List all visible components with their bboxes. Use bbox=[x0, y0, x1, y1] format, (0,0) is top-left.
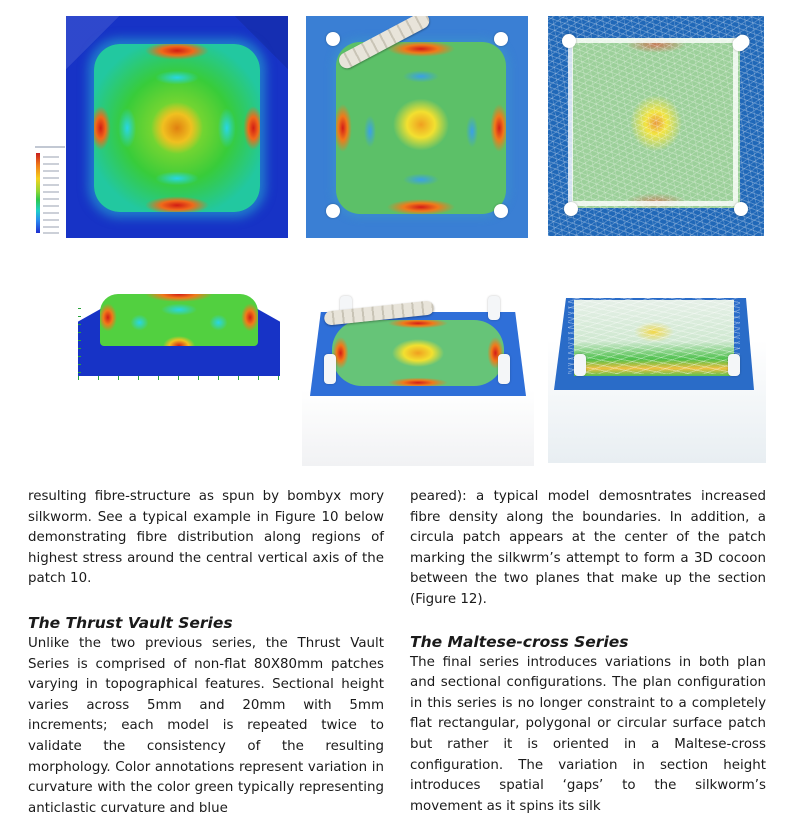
section-heading-thrust-vault: The Thrust Vault Series bbox=[28, 613, 233, 632]
body-paragraph: The final series introduces variations in both plan and sectional configurations. The plan configuration in this series is no longer constraint to a completely flat rectangular, polygonal or circular surface patch but rather it is oriented in a Maltese-cross configuration. The variation in section height introduces spatial ‘gaps’ to the silkworm’s movement as it spins its silk bbox=[410, 654, 766, 814]
silk-fibre-layer bbox=[568, 282, 740, 374]
corner-peg bbox=[564, 202, 578, 216]
legend-tick bbox=[43, 226, 59, 228]
legend-tick bbox=[43, 232, 59, 234]
legend-tick bbox=[43, 163, 59, 165]
legend-color-bar bbox=[36, 153, 40, 233]
color-scale-legend bbox=[33, 146, 63, 236]
painted-curvature-field bbox=[336, 42, 506, 214]
legend-tick bbox=[43, 219, 59, 221]
patch-top-photo-image bbox=[306, 16, 528, 238]
support-markers bbox=[78, 376, 280, 380]
corner-peg bbox=[734, 202, 748, 216]
corner-peg bbox=[326, 32, 340, 46]
legend-tick bbox=[43, 156, 59, 158]
patch-perspective-photo-image bbox=[302, 276, 534, 466]
support-post bbox=[574, 354, 586, 376]
painted-curvature-field bbox=[332, 320, 504, 386]
support-post bbox=[324, 354, 336, 384]
corner-peg bbox=[562, 34, 576, 48]
support-post bbox=[498, 354, 510, 384]
legend-tick bbox=[43, 191, 59, 193]
body-paragraph: Unlike the two previous series, the Thrust Vault Series is comprised of non-flat 80X80mm patches varying in topographical features. Sectional height varies across 5mm and 20mm with 5mm increments; each model is repeated twice to validate the consistency of the resulting morphology. Color annotations represent variation in curvature with the color green typically representing anticlastic curvature and blue bbox=[28, 635, 384, 816]
stress-field bbox=[100, 294, 258, 346]
support-post bbox=[728, 354, 740, 376]
silk-perspective-photo-image bbox=[548, 258, 766, 463]
legend-tick bbox=[43, 205, 59, 207]
right-text-column bbox=[410, 487, 766, 817]
silk-boundary-frame bbox=[568, 38, 738, 206]
legend-tick bbox=[43, 170, 59, 172]
corner-peg bbox=[326, 204, 340, 218]
body-paragraph: peared): a typical model demosntrates increased fibre density along the boundaries. In addition, a circula patch appears at the center of the patch marking the silkwrm’s attempt to form a 3D cocoon between the two planes that make up the section (Figure 12). bbox=[410, 489, 766, 607]
corner-peg bbox=[494, 204, 508, 218]
legend-tick bbox=[43, 184, 59, 186]
legend-title bbox=[35, 146, 65, 148]
fea-top-view-image bbox=[66, 16, 288, 238]
legend-tick bbox=[43, 177, 59, 179]
stress-field bbox=[94, 44, 260, 212]
fea-section-view-image bbox=[78, 288, 280, 380]
corner-peg bbox=[494, 32, 508, 46]
support-post bbox=[488, 296, 500, 320]
body-paragraph: resulting fibre-structure as spun by bombyx mory silkworm. See a typical example in Figure 10 below demonstrating fibre distribution along regions of highest stress around the central vertical axis of the patch 10. bbox=[28, 489, 384, 587]
legend-tick bbox=[43, 198, 59, 200]
section-heading-maltese-cross: The Maltese-cross Series bbox=[410, 632, 629, 651]
support-markers bbox=[78, 308, 81, 376]
silk-top-photo-image bbox=[548, 16, 764, 236]
left-text-column bbox=[28, 487, 384, 819]
legend-tick bbox=[43, 212, 59, 214]
